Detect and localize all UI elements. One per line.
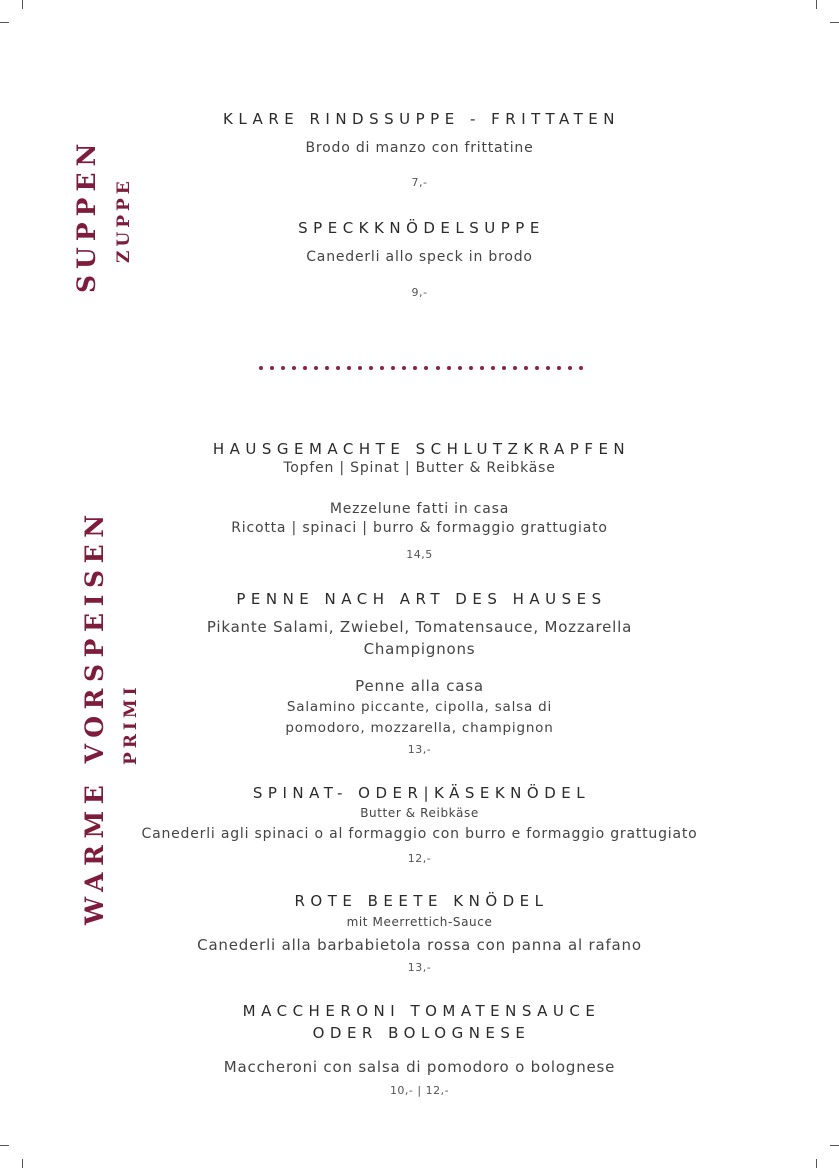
item-price: 9,- [411,286,428,299]
item-title: ODER BOLOGNESE [312,1024,531,1042]
menu-item [2,588,839,610]
section-heading-suppen: SUPPEN [72,137,101,293]
item-italian-title: Penne alla casa [355,677,484,695]
item-title: SPINAT- ODER|KÄSEKNÖDEL [252,784,591,802]
crop-mark [0,22,9,23]
menu-item [2,438,839,460]
item-italian-line: Ricotta | spinaci | burro & formaggio grattugiato [231,520,608,536]
menu-item-title-line2 [2,1022,839,1044]
crop-mark [816,1159,817,1168]
item-subtitle: Topfen | Spinat | Butter & Reibkäse [283,460,556,476]
item-title: ROTE BEETE KNÖDEL [294,892,549,910]
menu-item [2,782,839,804]
item-italian-line: Maccheroni con salsa di pomodoro o bolognese [223,1058,616,1076]
item-italian-line: Salamino piccante, cipolla, salsa di [286,699,553,715]
item-title: PENNE NACH ART DES HAUSES [236,590,607,608]
item-title: MACCHERONI TOMATENSAUCE [242,1002,601,1020]
crop-mark [816,0,817,9]
section-heading-zuppe: ZUPPE [114,177,134,263]
item-italian-line: Mezzelune fatti in casa [329,501,510,517]
item-title: KLARE RINDSSUPPE - FRITTATEN [223,110,620,128]
item-subtitle: mit Meerrettich-Sauce [346,915,493,929]
item-german-line: Champignons [363,640,476,658]
item-italian-line: Canederli agli spinaci o al formaggio con burro e formaggio grattugiato [141,826,698,842]
crop-mark [22,0,23,9]
menu-item [2,890,839,912]
crop-mark [830,22,839,23]
item-subtitle: Brodo di manzo con frittatine [305,140,534,156]
section-heading-primi: PRIMI [121,683,141,765]
crop-mark [0,1145,9,1146]
item-price: 7,- [411,176,428,189]
section-heading-warme-vorspeisen: WARME VORSPEISEN [80,508,109,925]
crop-mark [22,1159,23,1168]
item-price: 12,- [407,852,432,865]
item-title: HAUSGEMACHTE SCHLUTZKRAPFEN [212,440,631,458]
dotted-divider [259,365,583,371]
menu-item [2,1000,839,1022]
item-price: 13,- [407,743,432,756]
item-german-line: Pikante Salami, Zwiebel, Tomatensauce, Mozzarella [206,618,633,636]
item-italian-line: pomodoro, mozzarella, champignon [285,720,554,736]
item-price: 10,- | 12,- [389,1084,450,1097]
item-price: 14,5 [406,548,433,561]
item-price: 13,- [407,961,432,974]
crop-mark [830,1145,839,1146]
item-subtitle: Butter & Reibkäse [360,806,479,820]
menu-item [2,108,839,130]
menu-item [2,217,839,239]
item-title: SPECKKNÖDELSUPPE [298,219,545,237]
item-italian-line: Canederli alla barbabietola rossa con panna al rafano [197,936,642,954]
item-subtitle: Canederli allo speck in brodo [306,249,533,265]
